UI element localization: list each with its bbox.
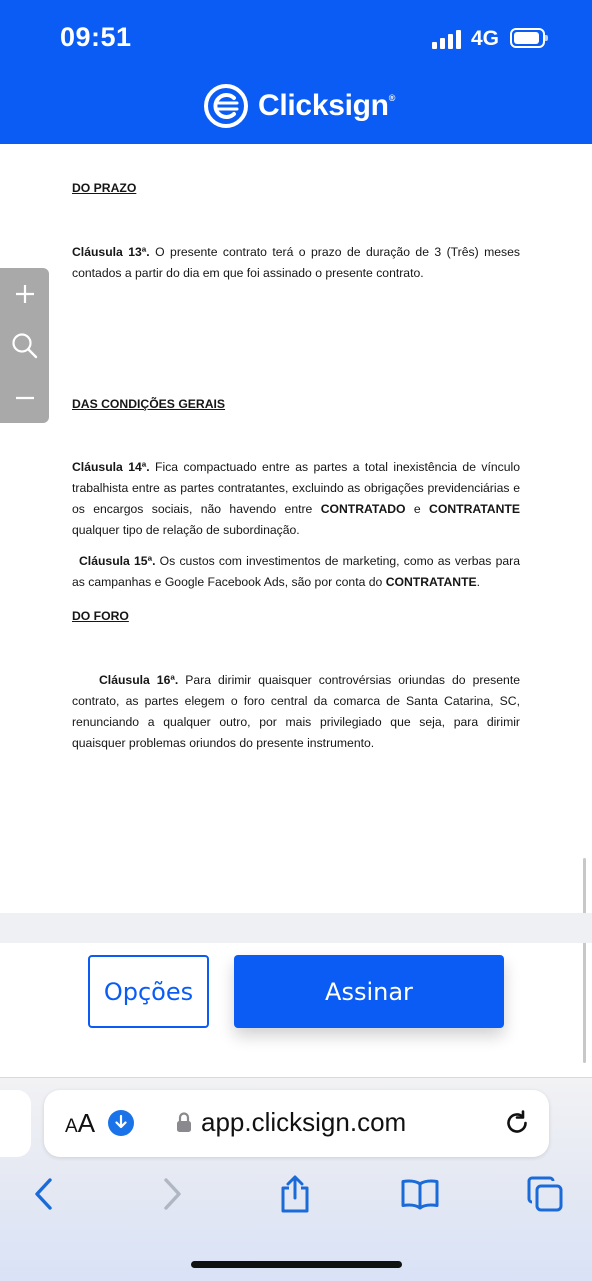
previous-tab-peek[interactable] [0,1090,31,1157]
reload-icon[interactable] [502,1108,532,1143]
clause-15-label: Cláusula 15ª. [79,554,156,568]
clicksign-mark-icon [203,83,249,129]
browser-toolbar [0,1170,592,1225]
zoom-controls [0,268,49,423]
plus-icon [14,283,36,305]
clause-14-label: Cláusula 14ª. [72,460,150,474]
section-heading-foro: DO FORO [72,609,129,623]
zoom-search-button[interactable] [0,320,49,371]
clause-14 [72,457,520,541]
address-bar[interactable] [44,1090,549,1157]
magnifier-icon [11,332,39,360]
status-time: 09:51 [60,22,132,52]
clause-14-text-1: Fica compactuado entre as partes a total inexistência de vínculo trabalhista entre as partes contratantes, excluindo as obrigações previdenciárias e os encargos sociais, não havendo entre [72,460,521,516]
clause-15-contratante: CONTRATANTE [385,575,477,589]
bookmarks-button[interactable] [396,1170,444,1218]
chevron-left-icon [33,1177,55,1211]
options-button[interactable]: Opções [88,955,209,1028]
minus-icon [14,387,36,409]
zoom-out-button[interactable] [0,372,49,423]
sign-button[interactable]: Assinar [234,955,504,1028]
clause-13 [72,242,520,284]
clause-16-label: Cláusula 16ª. [99,673,179,687]
clause-14-text-2: e [405,502,430,516]
share-icon [278,1174,312,1214]
brand-name: Clicksign® [258,89,396,122]
chevron-right-icon [161,1177,183,1211]
clicksign-logo [203,83,395,129]
network-type: 4G [471,27,500,50]
clause-16-text: Para dirimir quaisquer controvérsias oriundas do presente contrato, as partes elegem o foro central da comarca de Santa Catarina, SC, renunciando a qualquer outro, por mais privilegiado que seja, para dirimir quaisquer problemas oriundos do presente instrumento. [72,673,520,750]
section-heading-condicoes: DAS CONDIÇÕES GERAIS [72,397,226,411]
section-heading-prazo: DO PRAZO [72,181,137,195]
clause-14-contratado: CONTRATADO [320,502,406,516]
clause-15 [72,551,520,593]
url-text[interactable]: app.clicksign.com [201,1107,407,1137]
reader-settings-button[interactable]: AA [65,1108,96,1138]
signal-strength-icon [432,30,461,49]
download-icon[interactable] [108,1110,134,1136]
clause-14-contratante: CONTRATANTE [429,502,520,516]
clause-13-text: O presente contrato terá o prazo de duração de 3 (Três) meses contados a partir do dia em que foi assinado o presente contrato. [72,245,520,280]
clause-15-text-1: Os custos com investimentos de marketing, como as verbas para as campanhas e Google Facebook Ads, são por conta do [72,554,521,589]
clause-14-text-3: qualquer tipo de relação de subordinação. [72,523,300,537]
forward-button[interactable] [148,1170,196,1218]
share-button[interactable] [271,1170,319,1218]
clause-15-text-2: . [476,575,481,589]
back-button[interactable] [20,1170,68,1218]
clause-13-label: Cláusula 13ª. [72,245,150,259]
tabs-icon [526,1175,564,1213]
clause-16 [72,670,520,754]
document-end-strip [0,913,592,943]
app-header [0,0,592,144]
home-indicator[interactable] [191,1261,402,1268]
battery-icon [510,28,545,48]
tabs-button[interactable] [521,1170,569,1218]
document-scrollbar[interactable] [583,858,586,1063]
lock-icon [176,1111,192,1138]
zoom-in-button[interactable] [0,268,49,319]
book-icon [400,1178,440,1210]
